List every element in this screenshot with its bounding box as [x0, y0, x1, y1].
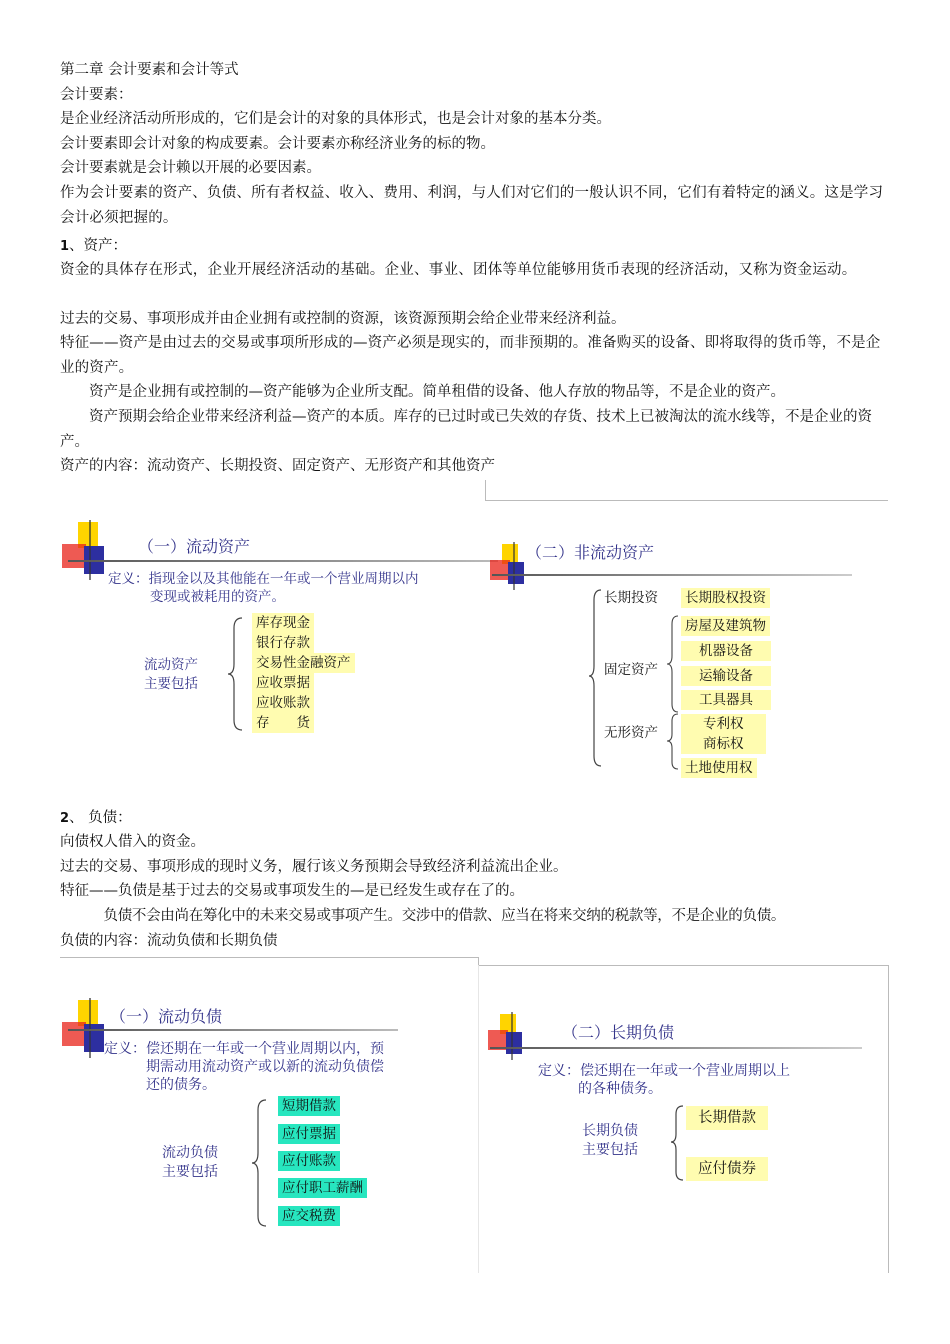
slide-title: （一）流动负债	[110, 1007, 223, 1026]
title-underline	[68, 560, 498, 562]
liability-item-chip: 长期借款	[686, 1106, 768, 1130]
brace-icon	[250, 1098, 270, 1228]
intro-paragraph: 作为会计要素的资产、负债、所有者权益、收入、费用、利润，与人们对它们的一般认识不同，它们有着特定的涵义。这是学习会计必须把握的。	[60, 185, 884, 226]
noncurrent-assets-slide	[488, 530, 888, 780]
brace-icon	[226, 616, 246, 732]
intro-paragraph: 会计要素就是会计赖以开展的必要因素。	[60, 160, 321, 176]
asset-item-chip: 房屋及建筑物	[681, 616, 770, 636]
group-label	[162, 1144, 218, 1182]
slide-title: （二）非流动资产	[526, 543, 655, 562]
liabilities-heading	[60, 806, 895, 832]
asset-item-chip: 专利权	[681, 714, 766, 734]
asset-item-chip: 应收账款	[252, 693, 314, 713]
definition-line: 定义：偿还期在一年或一个营业周期以上	[538, 1063, 790, 1079]
section-number: 1	[60, 239, 70, 254]
slide-frame-line	[478, 965, 479, 1273]
intro-paragraph: 是企业经济活动所形成的，它们是会计的对象的具体形式，也是会计对象的基本分类。	[60, 111, 611, 127]
group-label-line: 主要包括	[162, 1164, 218, 1180]
assets-paragraph: 资产是企业拥有或控制的—资产能够为企业所支配。简单租借的设备、他人存放的物品等，不是企业的资产。	[89, 384, 785, 400]
liability-item-chip: 短期借款	[278, 1096, 340, 1116]
definition-line: 还的债务。	[146, 1077, 216, 1093]
intro-heading: 会计要素：	[60, 87, 133, 103]
group-label-line: 长期负债	[582, 1123, 638, 1139]
liabilities-paragraph: 负债不会由尚在筹化中的未来交易或事项产生。交涉中的借款、应当在将来交纳的税款等，不是企业的负债。	[103, 908, 786, 924]
asset-item-chip: 长期股权投资	[681, 588, 770, 608]
slide-corner-decoration-icon	[486, 1012, 546, 1060]
definition-line: 变现或被耗用的资产。	[150, 589, 285, 605]
liability-item-chip: 应交税费	[278, 1206, 340, 1226]
brace-icon	[670, 1104, 686, 1184]
liabilities-contents: 负债的内容：流动负债和长期负债	[60, 933, 278, 949]
assets-paragraph: 特征——资产是由过去的交易或事项所形成的—资产必须是现实的，而非预期的。准备购买的设备、即将取得的货币等，不是企业的资产。	[60, 335, 881, 376]
asset-item-chip: 运输设备	[681, 666, 771, 686]
current-assets-slide	[60, 520, 480, 750]
definition-line: 定义：指现金以及其他能在一年或一个营业周期以内	[108, 571, 419, 587]
group-label-line: 主要包括	[144, 676, 198, 692]
section-number: 2	[60, 811, 70, 826]
slide-frame-line	[888, 965, 889, 1273]
chapter-title: 第二章 会计要素和会计等式	[60, 62, 239, 78]
slide-frame-line	[485, 500, 888, 501]
liability-item-chip: 应付账款	[278, 1151, 340, 1171]
slide-definition	[104, 1040, 384, 1094]
asset-item-chip: 工具器具	[681, 690, 771, 710]
title-underline	[492, 574, 852, 576]
slide-definition	[108, 570, 419, 606]
asset-item-chip: 交易性金融资产	[252, 653, 355, 673]
asset-item-chip: 应收票据	[252, 673, 314, 693]
assets-contents: 资产的内容：流动资产、长期投资、固定资产、无形资产和其他资产	[60, 458, 495, 474]
longterm-liabilities-slide	[486, 1012, 886, 1212]
current-liabilities-slide	[60, 998, 470, 1238]
brace-icon	[666, 712, 680, 772]
definition-line: 定义：偿还期在一年或一个营业周期以内，预	[104, 1041, 384, 1057]
liabilities-paragraph: 特征——负债是基于过去的交易或事项发生的—是已经发生或存在了的。	[60, 883, 524, 899]
asset-item-chip: 机器设备	[681, 641, 771, 661]
liabilities-paragraph: 向债权人借入的资金。	[60, 834, 205, 850]
title-underline	[490, 1047, 862, 1049]
definition-line: 的各种债务。	[578, 1081, 662, 1097]
group-label: 长期投资	[604, 590, 658, 606]
brace-icon	[588, 588, 604, 768]
slide-definition	[538, 1062, 790, 1098]
group-label	[144, 656, 198, 694]
group-label-line: 流动资产	[144, 657, 198, 673]
slide-title: （二）长期负债	[562, 1023, 675, 1042]
section-heading-text: 、资产：	[69, 238, 128, 254]
liabilities-paragraph: 过去的交易、事项形成的现时义务，履行该义务预期会导致经济利益流出企业。	[60, 859, 568, 875]
assets-paragraph: 过去的交易、事项形成并由企业拥有或控制的资源，该资源预期会给企业带来经济利益。	[60, 311, 626, 327]
slide-frame-line	[485, 480, 486, 500]
asset-item-chip: 存 货	[252, 713, 314, 733]
assets-paragraph: 资金的具体存在形式，企业开展经济活动的基础。企业、事业、团体等单位能够用货币表现的经济活动，又称为资金运动。	[60, 262, 857, 278]
slide-frame-line	[60, 957, 478, 958]
brace-icon	[666, 614, 680, 714]
liability-item-chip: 应付职工薪酬	[278, 1178, 367, 1198]
liability-item-chip: 应付票据	[278, 1124, 340, 1144]
group-label	[582, 1122, 638, 1160]
title-underline	[68, 1029, 398, 1031]
definition-line: 期需动用流动资产或以新的流动负债偿	[146, 1059, 384, 1075]
group-label: 无形资产	[604, 725, 658, 741]
group-label-line: 主要包括	[582, 1142, 638, 1158]
asset-item-chip: 土地使用权	[681, 758, 757, 778]
slide-title: （一）流动资产	[138, 537, 251, 556]
group-label-line: 流动负债	[162, 1145, 218, 1161]
slide-frame-line	[478, 965, 888, 966]
section-heading-text: 、 负债：	[69, 810, 132, 826]
asset-item-chip: 商标权	[681, 734, 766, 754]
liability-item-chip: 应付债券	[686, 1157, 768, 1181]
assets-heading	[60, 234, 895, 260]
intro-paragraph: 会计要素即会计对象的构成要素。会计要素亦称经济业务的标的物。	[60, 136, 495, 152]
group-label: 固定资产	[604, 662, 658, 678]
asset-item-chip: 银行存款	[252, 633, 314, 653]
assets-paragraph: 资产预期会给企业带来经济利益—资产的本质。库存的已过时或已失效的存货、技术上已被淘汰的流水线等，不是企业的资产。	[60, 409, 872, 450]
asset-item-chip: 库存现金	[252, 613, 314, 633]
slide-frame-line	[478, 957, 479, 965]
